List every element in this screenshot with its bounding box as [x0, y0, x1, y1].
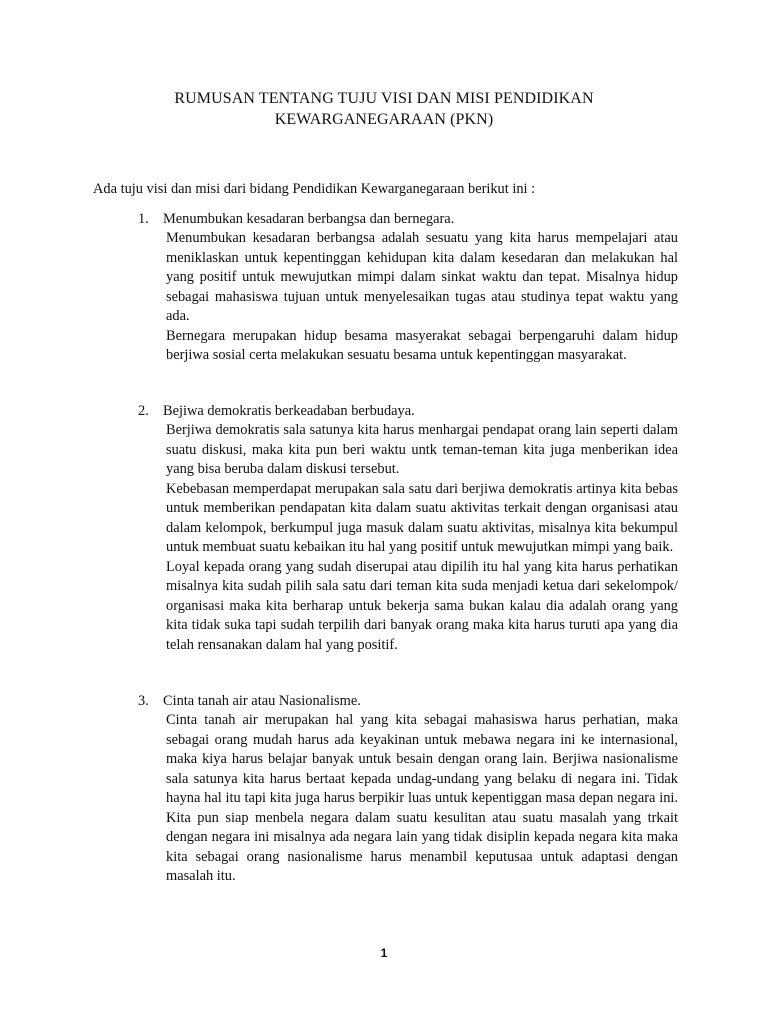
list-item-2	[138, 402, 678, 656]
item-heading	[138, 692, 678, 711]
item-heading-text: Cinta tanah air atau Nasionalisme.	[163, 693, 361, 709]
paragraph: Bernegara merupakan hidup besama masyerakat sebagai berpengaruhi dalam hidup berjiwa sosial certa melakukan sesuatu besama untuk kepentinggan masyarakat.	[166, 327, 678, 364]
paragraph: Menumbukan kesadaran berbangsa adalah sesuatu yang kita harus mempelajari atau meniklaskan untuk kepentinggan kehidupan kita dalam kesedaran dan melakukan hal yang positif untuk mewujutkan mimpi dalam sinkat waktu dan tepat. Misalnya hidup sebagai mahasiswa tujuan untuk menyelesaikan tugas atau studinya tepat waktu yang ada.	[166, 230, 678, 325]
item-body	[166, 711, 678, 887]
paragraph: Kebebasan memperdapat merupakan sala satu dari berjiwa demokratis artinya kita bebas untuk memberikan pendapatan kita dalam suatu aktivitas terkait dengan organisasi atau dalam kelompok, berkumpul juga masuk dalam suatu aktivitas, misalnya kita bekumpul untuk membuat suatu kebaikan itu hal yang positif untuk mewujutkan mimpi yang baik.	[166, 480, 678, 556]
document-title	[100, 88, 668, 130]
paragraph: Cinta tanah air merupakan hal yang kita sebagai mahasiswa harus perhatian, maka sebagai orang mudah harus ada keyakinan untuk mebawa negara ini ke internasional, maka kiya harus belajar banyak untuk besain dengan orang lain. Berjiwa nasionalisme sala satunya kita harus bertaat kepada undag-undang yang belaku di negara ini. Tidak hayna hal itu tapi kita juga harus berpikir luas untuk kepentiggan masa depan negara ini. Kita pun siap menbela negara dalam suatu kesulitan atau suatu masalah yang trkait dengan negara ini misalnya ada negara lain yang tidak disiplin kepada negara kita maka kita sebagai orang nasionalisme harus menambil keputusaa untuk adaptasi dengan masalah itu.	[166, 712, 678, 885]
list-item-3	[138, 692, 678, 887]
intro-text: Ada tuju visi dan misi dari bidang Pendidikan Kewarganegaraan berikut ini :	[93, 181, 536, 197]
page-number: 1	[380, 946, 388, 960]
item-body	[166, 229, 678, 366]
paragraph: Loyal kepada orang yang sudah diserupai atau dipilih itu hal yang kita harus perhatikan misalnya kita sudah pilih sala satu dari teman kita suda menjadi ketua dari sekelompok/ organisasi maka kita berharap untuk bekerja sama bukan kalau dia adalah orang yang kita tidak suka tapi sudah terpilih dari banyak orang maka kita harus turuti apa yang dia telah rensanakan dalam hal yang positif.	[166, 558, 678, 654]
paragraph: Berjiwa demokratis sala satunya kita harus menhargai pendapat orang lain seperti dalam suatu diskusi, maka kita pun beri waktu untk teman-teman kita juga menberikan idea yang bisa beruba dalam diskusi tersebut.	[166, 422, 678, 478]
item-heading-text: Bejiwa demokratis berkeadaban berbudaya.	[163, 403, 415, 419]
item-heading	[138, 402, 678, 421]
item-number: 3.	[138, 693, 149, 709]
item-number: 1.	[138, 211, 149, 227]
item-body	[166, 421, 678, 656]
title-line-1: RUMUSAN TENTANG TUJU VISI DAN MISI PENDIDIKAN	[174, 90, 594, 107]
item-number: 2.	[138, 403, 149, 419]
list-item-1	[138, 210, 678, 366]
item-heading	[138, 210, 678, 229]
title-line-2: KEWARGANEGARAAN (PKN)	[274, 111, 494, 128]
item-heading-text: Menumbukan kesadaran berbangsa dan bernegara.	[163, 211, 455, 227]
